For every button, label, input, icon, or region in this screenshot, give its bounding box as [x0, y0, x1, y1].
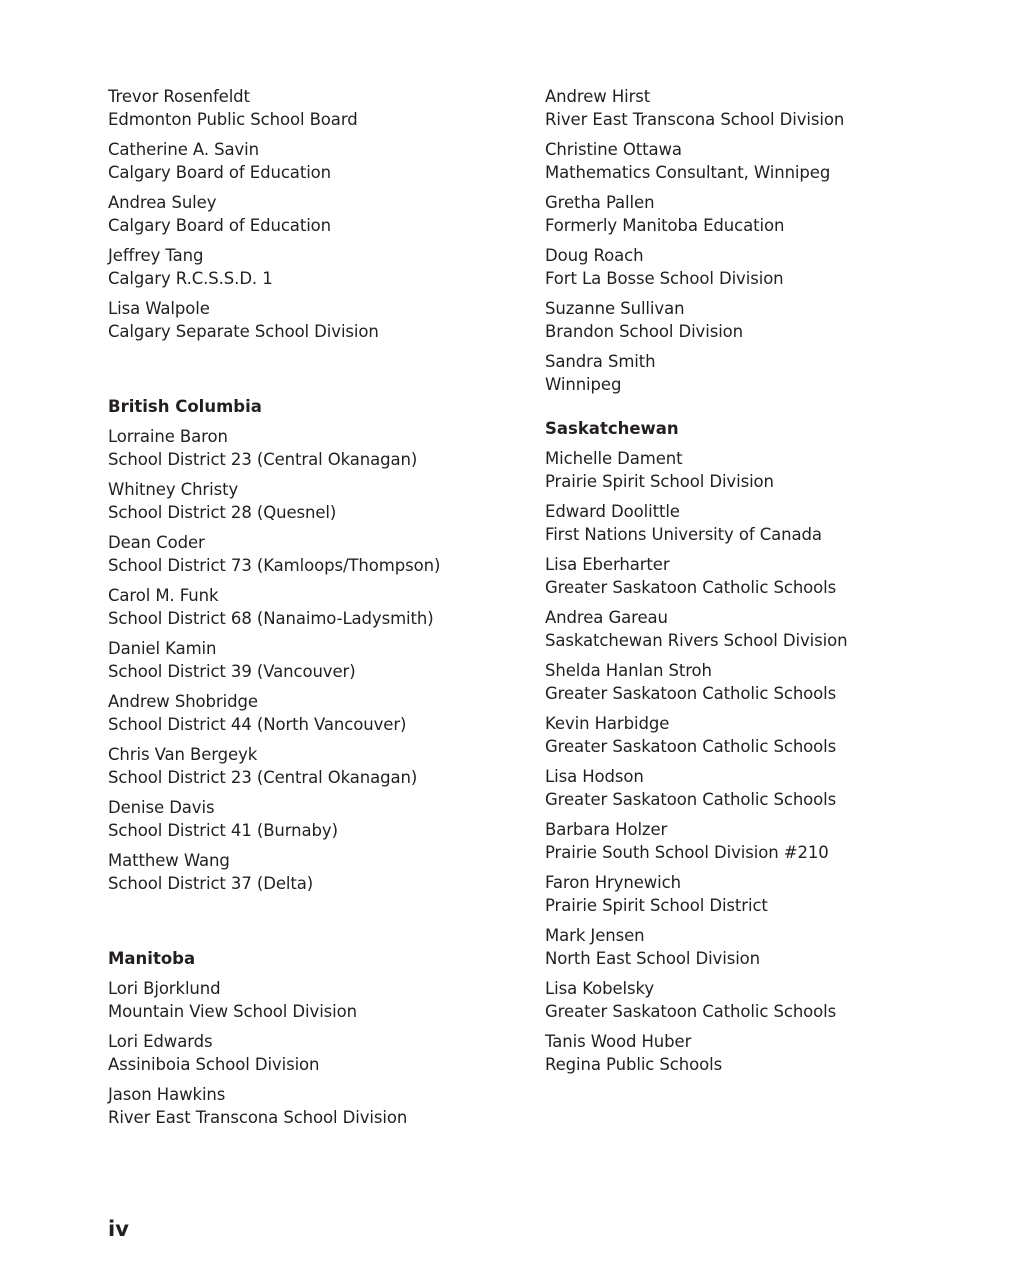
contributor-name: Lorraine Baron — [108, 427, 228, 446]
contributor-name: Andrew Shobridge — [108, 692, 258, 711]
contributor-entry — [545, 553, 985, 599]
contributor-name: Denise Davis — [108, 798, 215, 817]
contributor-name: Lori Edwards — [108, 1032, 213, 1051]
contributor-name: Jeffrey Tang — [108, 246, 204, 265]
contributor-name: Michelle Dament — [545, 449, 683, 468]
contributor-entry — [108, 849, 548, 895]
section — [108, 947, 548, 1129]
contributor-affiliation: Calgary R.C.S.S.D. 1 — [108, 269, 273, 288]
contributor-affiliation: Calgary Separate School Division — [108, 322, 379, 341]
contributor-affiliation: North East School Division — [545, 949, 761, 968]
contributor-entry — [545, 659, 985, 705]
contributor-entry — [545, 818, 985, 864]
contributor-affiliation: Calgary Board of Education — [108, 216, 332, 235]
contributor-entry — [545, 138, 985, 184]
contributor-name: Shelda Hanlan Stroh — [545, 661, 712, 680]
contributor-affiliation: River East Transcona School Division — [545, 110, 845, 129]
contributor-name: Kevin Harbidge — [545, 714, 670, 733]
contributor-name: Andrea Gareau — [545, 608, 668, 627]
contributor-entry — [545, 500, 985, 546]
left-column — [108, 85, 548, 1136]
contributor-affiliation: Prairie Spirit School District — [545, 896, 768, 915]
contributor-affiliation: Prairie South School Division #210 — [545, 843, 829, 862]
contributor-affiliation: Saskatchewan Rivers School Division — [545, 631, 848, 650]
contributor-name: Gretha Pallen — [545, 193, 655, 212]
contributor-name: Mark Jensen — [545, 926, 645, 945]
contributor-affiliation: School District 23 (Central Okanagan) — [108, 450, 418, 469]
contributor-name: Sandra Smith — [545, 352, 656, 371]
contributor-affiliation: Mountain View School Division — [108, 1002, 358, 1021]
contributor-name: Suzanne Sullivan — [545, 299, 685, 318]
contributor-affiliation: Edmonton Public School Board — [108, 110, 358, 129]
contributor-entry — [545, 85, 985, 131]
right-column — [545, 85, 985, 1083]
section — [545, 417, 985, 1076]
contributor-affiliation: Formerly Manitoba Education — [545, 216, 785, 235]
contributor-entry — [108, 637, 548, 683]
contributor-affiliation: School District 23 (Central Okanagan) — [108, 768, 418, 787]
contributor-name: Barbara Holzer — [545, 820, 668, 839]
contributor-affiliation: School District 37 (Delta) — [108, 874, 314, 893]
contributor-affiliation: School District 68 (Nanaimo-Ladysmith) — [108, 609, 434, 628]
contributor-name: Daniel Kamin — [108, 639, 217, 658]
contributor-name: Christine Ottawa — [545, 140, 682, 159]
contributor-name: Carol M. Funk — [108, 586, 219, 605]
contributor-affiliation: Prairie Spirit School Division — [545, 472, 774, 491]
contributor-affiliation: Regina Public Schools — [545, 1055, 723, 1074]
contributor-affiliation: School District 41 (Burnaby) — [108, 821, 338, 840]
contributor-affiliation: Greater Saskatoon Catholic Schools — [545, 737, 837, 756]
contributor-name: Lisa Hodson — [545, 767, 644, 786]
contributor-name: Faron Hrynewich — [545, 873, 681, 892]
contributor-entry — [108, 191, 548, 237]
section-heading: Saskatchewan — [545, 419, 679, 438]
contributor-entry — [545, 244, 985, 290]
contributor-affiliation: Greater Saskatoon Catholic Schools — [545, 578, 837, 597]
section-heading: British Columbia — [108, 397, 262, 416]
contributor-name: Chris Van Bergeyk — [108, 745, 258, 764]
contributor-name: Trevor Rosenfeldt — [108, 87, 250, 106]
contributor-entry — [545, 606, 985, 652]
contributor-affiliation: Greater Saskatoon Catholic Schools — [545, 684, 837, 703]
contributor-affiliation: Fort La Bosse School Division — [545, 269, 784, 288]
contributor-affiliation: School District 39 (Vancouver) — [108, 662, 356, 681]
section-heading: Manitoba — [108, 949, 196, 968]
contributor-name: Jason Hawkins — [108, 1085, 226, 1104]
contributor-entry — [108, 478, 548, 524]
contributor-entry — [545, 1030, 985, 1076]
contributor-entry — [108, 690, 548, 736]
contributor-entry — [545, 977, 985, 1023]
contributor-name: Lisa Eberharter — [545, 555, 670, 574]
contributor-name: Whitney Christy — [108, 480, 239, 499]
contributor-entry — [108, 425, 548, 471]
contributor-entry — [545, 447, 985, 493]
contributor-affiliation: Calgary Board of Education — [108, 163, 332, 182]
contributor-entry — [108, 297, 548, 343]
contributor-entry — [545, 297, 985, 343]
contributor-entry — [108, 85, 548, 131]
contributor-entry — [545, 924, 985, 970]
section — [108, 85, 548, 343]
contributor-name: Andrew Hirst — [545, 87, 651, 106]
contributor-name: Tanis Wood Huber — [545, 1032, 692, 1051]
contributor-name: Doug Roach — [545, 246, 644, 265]
section — [545, 85, 985, 396]
contributor-affiliation: First Nations University of Canada — [545, 525, 822, 544]
contributor-affiliation: Greater Saskatoon Catholic Schools — [545, 1002, 837, 1021]
contributor-entry — [545, 765, 985, 811]
contributor-name: Andrea Suley — [108, 193, 217, 212]
contributor-name: Dean Coder — [108, 533, 205, 552]
page-number: iv — [108, 1217, 129, 1241]
contributor-entry — [545, 712, 985, 758]
contributor-name: Lori Bjorklund — [108, 979, 221, 998]
contributor-entry — [108, 743, 548, 789]
contributor-entry — [108, 977, 548, 1023]
contributor-entry — [108, 1030, 548, 1076]
contributor-name: Catherine A. Savin — [108, 140, 260, 159]
contributor-affiliation: Greater Saskatoon Catholic Schools — [545, 790, 837, 809]
contributor-affiliation: School District 44 (North Vancouver) — [108, 715, 407, 734]
contributor-entry — [108, 796, 548, 842]
contributor-name: Matthew Wang — [108, 851, 230, 870]
contributor-affiliation: Brandon School Division — [545, 322, 744, 341]
contributor-affiliation: Mathematics Consultant, Winnipeg — [545, 163, 831, 182]
contributor-entry — [108, 138, 548, 184]
contributor-affiliation: Assiniboia School Division — [108, 1055, 320, 1074]
contributor-entry — [108, 244, 548, 290]
contributor-name: Lisa Walpole — [108, 299, 210, 318]
contributor-affiliation: School District 28 (Quesnel) — [108, 503, 337, 522]
contributor-affiliation: River East Transcona School Division — [108, 1108, 408, 1127]
contributor-entry — [545, 350, 985, 396]
contributor-entry — [108, 531, 548, 577]
contributor-entry — [108, 1083, 548, 1129]
contributor-affiliation: School District 73 (Kamloops/Thompson) — [108, 556, 441, 575]
contributor-name: Edward Doolittle — [545, 502, 680, 521]
section — [108, 395, 548, 895]
contributor-name: Lisa Kobelsky — [545, 979, 655, 998]
contributor-entry — [545, 191, 985, 237]
contributor-entry — [545, 871, 985, 917]
contributor-affiliation: Winnipeg — [545, 375, 622, 394]
contributor-entry — [108, 584, 548, 630]
